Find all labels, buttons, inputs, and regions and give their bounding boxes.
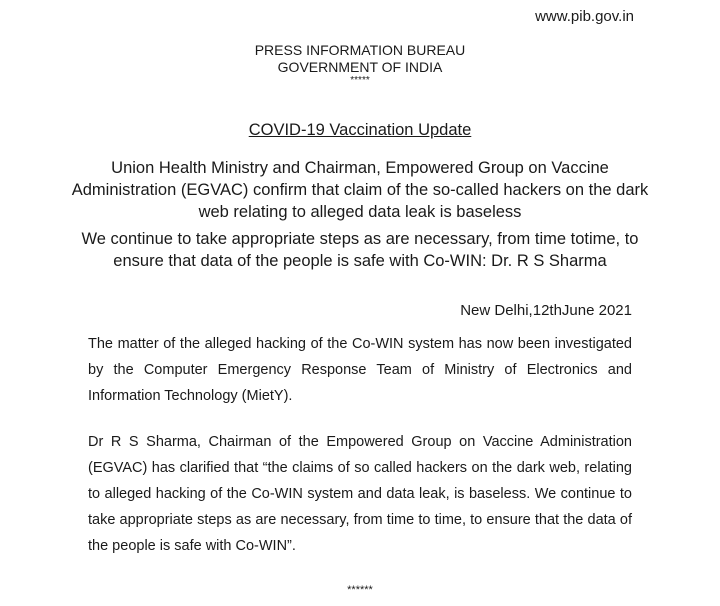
header-stars: ***** [350, 75, 370, 86]
body-paragraph-1: The matter of the alleged hacking of the Co-WIN system has now been investigated by the Computer Emergency Response Team of Ministry of Electronics and Information Technology (MietY). [88, 336, 632, 404]
bureau-name: PRESS INFORMATION BUREAU [254, 42, 466, 58]
site-url: www.pib.gov.in [535, 8, 634, 25]
subheadline: We continue to take appropriate steps as are necessary, from time totime, to ensure that data of the people is safe with Co-WIN: Dr. R S Sharma [81, 230, 639, 270]
dateline: New Delhi,12thJune 2021 [460, 302, 632, 319]
press-release-header [0, 42, 720, 86]
page-title: COVID-19 Vaccination Update [248, 121, 472, 139]
government-name: GOVERNMENT OF INDIA [277, 59, 443, 75]
body-paragraph-2: Dr R S Sharma, Chairman of the Empowered Group on Vaccine Administration (EGVAC) has clarified that “the claims of so called hackers on the dark web, relating to alleged hacking of the Co-WIN system and data leak, is baseless. We continue to take appropriate steps as are necessary, from time to time, to ensure that the data of the people is safe with Co-WIN”. [88, 434, 632, 554]
footer-stars: ****** [347, 584, 373, 596]
headline: Union Health Ministry and Chairman, Empowered Group on Vaccine Administration (EGVAC) confirm that claim of the so-called hackers on the dark web relating to alleged data leak is baseless [71, 159, 649, 221]
